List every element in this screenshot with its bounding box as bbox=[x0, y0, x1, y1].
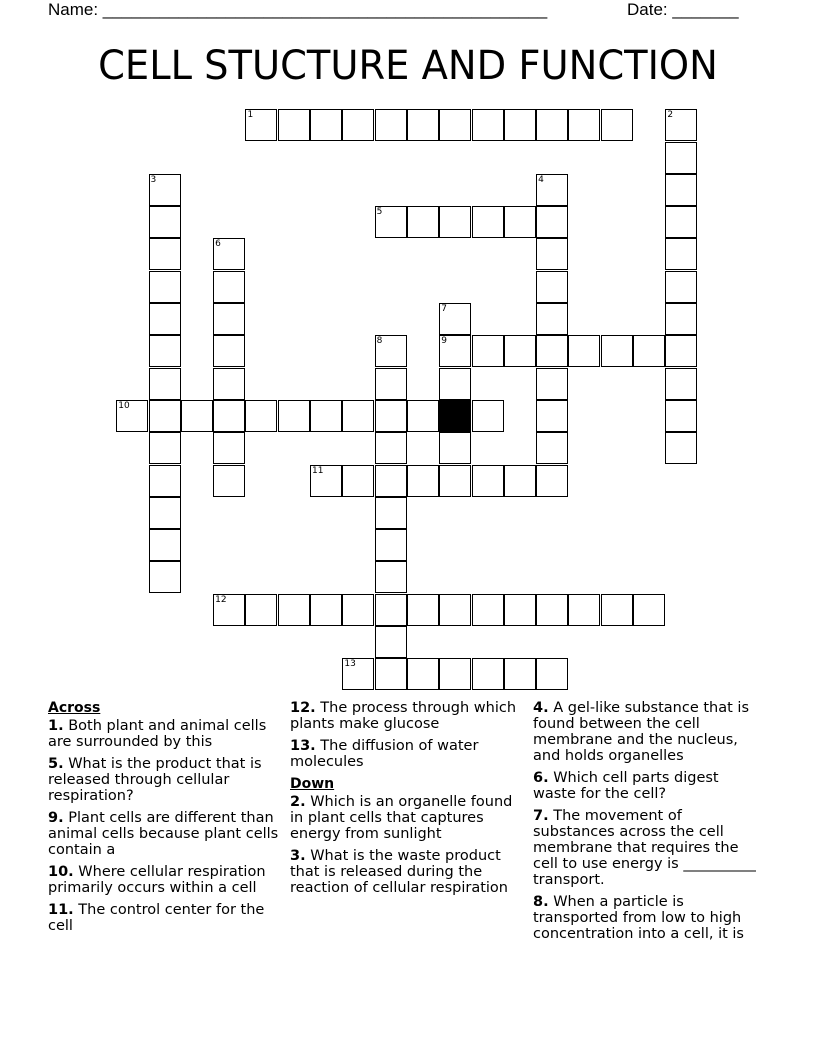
grid-cell[interactable] bbox=[472, 335, 504, 367]
clue-column-3 bbox=[533, 700, 765, 948]
grid-cell[interactable] bbox=[278, 109, 310, 141]
grid-cell[interactable] bbox=[342, 465, 374, 497]
grid-cell[interactable] bbox=[472, 206, 504, 238]
clue-number: 8 bbox=[376, 336, 383, 347]
grid-cell[interactable] bbox=[375, 206, 407, 238]
clue-number: 10 bbox=[118, 400, 130, 411]
grid-cell[interactable] bbox=[407, 594, 439, 626]
grid-cell[interactable] bbox=[149, 529, 181, 561]
grid-cell[interactable] bbox=[310, 465, 342, 497]
clue-down-3: 3. What is the waste product that is released during the reaction of cellular respiration bbox=[290, 848, 508, 896]
grid-cell[interactable] bbox=[665, 206, 697, 238]
grid-cell[interactable] bbox=[310, 400, 342, 432]
grid-cell[interactable] bbox=[439, 206, 471, 238]
grid-cell[interactable] bbox=[149, 271, 181, 303]
grid-cell[interactable] bbox=[439, 594, 471, 626]
grid-cell[interactable] bbox=[407, 206, 439, 238]
clue-down-6: 6. Which cell parts digest waste for the cell? bbox=[533, 770, 719, 802]
page-title: CELL STUCTURE AND FUNCTION bbox=[98, 43, 718, 89]
grid-cell[interactable] bbox=[665, 303, 697, 335]
grid-cell[interactable] bbox=[245, 109, 277, 141]
grid-cell[interactable] bbox=[407, 109, 439, 141]
grid-cell[interactable] bbox=[504, 335, 536, 367]
down-heading: Down bbox=[290, 776, 335, 792]
clue-across-10: 10. Where cellular respiration primarily occurs within a cell bbox=[48, 864, 266, 896]
clue-number: 9 bbox=[441, 336, 447, 347]
grid-cell[interactable] bbox=[536, 206, 568, 238]
grid-cell[interactable] bbox=[342, 594, 374, 626]
grid-cell[interactable] bbox=[213, 465, 245, 497]
grid-cell[interactable] bbox=[439, 109, 471, 141]
grid-cell[interactable] bbox=[536, 174, 568, 206]
grid-cell[interactable] bbox=[149, 432, 181, 464]
grid-cell[interactable] bbox=[407, 400, 439, 432]
grid-cell[interactable] bbox=[665, 174, 697, 206]
grid-cell[interactable] bbox=[568, 594, 600, 626]
grid-cell[interactable] bbox=[504, 594, 536, 626]
grid-cell[interactable] bbox=[536, 432, 568, 464]
grid-cell[interactable] bbox=[213, 368, 245, 400]
grid-cell[interactable] bbox=[439, 658, 471, 690]
clue-across-5: 5. What is the product that is released through cellular respiration? bbox=[48, 756, 262, 804]
grid-cell[interactable] bbox=[665, 400, 697, 432]
grid-cell[interactable] bbox=[149, 174, 181, 206]
clue-number: 12 bbox=[215, 594, 227, 605]
grid-cell[interactable] bbox=[472, 594, 504, 626]
grid-cell[interactable] bbox=[439, 303, 471, 335]
grid-cell[interactable] bbox=[472, 109, 504, 141]
grid-cell[interactable] bbox=[536, 658, 568, 690]
grid-cell[interactable] bbox=[149, 238, 181, 270]
grid-cell[interactable] bbox=[568, 109, 600, 141]
black-cell bbox=[439, 400, 471, 432]
grid-cell[interactable] bbox=[536, 368, 568, 400]
grid-cell[interactable] bbox=[375, 368, 407, 400]
grid-cell[interactable] bbox=[665, 271, 697, 303]
grid-cell[interactable] bbox=[633, 594, 665, 626]
grid-cell[interactable] bbox=[375, 658, 407, 690]
clue-number: 5 bbox=[376, 207, 383, 218]
grid-cell[interactable] bbox=[472, 465, 504, 497]
grid-cell[interactable] bbox=[665, 432, 697, 464]
clue-number: 6 bbox=[215, 239, 221, 250]
clue-number: 7 bbox=[441, 304, 447, 315]
grid-cell[interactable] bbox=[375, 626, 407, 658]
grid-cell[interactable] bbox=[472, 400, 504, 432]
clue-number: 2 bbox=[667, 110, 674, 121]
grid-cell[interactable] bbox=[278, 400, 310, 432]
clue-across-11: 11. The control center for the cell bbox=[48, 902, 265, 934]
grid-cell[interactable] bbox=[536, 271, 568, 303]
grid-cell[interactable] bbox=[536, 335, 568, 367]
grid-cell[interactable] bbox=[375, 432, 407, 464]
grid-cell[interactable] bbox=[665, 368, 697, 400]
grid-cell[interactable] bbox=[213, 400, 245, 432]
grid-cell[interactable] bbox=[601, 335, 633, 367]
clue-down-4: 4. A gel-like substance that is found between the cell membrane and the nucleus, and holds organelles bbox=[533, 700, 750, 764]
name-field[interactable]: Name: _______________________________________________ bbox=[48, 0, 548, 19]
grid-cell[interactable] bbox=[504, 109, 536, 141]
grid-cell[interactable] bbox=[375, 465, 407, 497]
clue-down-2: 2. Which is an organelle found in plant cells that captures energy from sunlight bbox=[290, 794, 513, 842]
clue-across-13: 13. The diffusion of water molecules bbox=[290, 738, 479, 770]
grid-cell[interactable] bbox=[536, 109, 568, 141]
clue-number: 3 bbox=[150, 174, 157, 185]
clue-number: 13 bbox=[344, 659, 356, 670]
grid-cell[interactable] bbox=[310, 594, 342, 626]
clue-down-7: 7. The movement of substances across the cell membrane that requires the cell to use energy is __________ transport. bbox=[533, 808, 756, 888]
grid-cell[interactable] bbox=[116, 400, 148, 432]
clue-number: 1 bbox=[247, 110, 254, 121]
across-heading: Across bbox=[48, 700, 101, 716]
grid-cell[interactable] bbox=[407, 465, 439, 497]
grid-cell[interactable] bbox=[149, 335, 181, 367]
clue-number: 11 bbox=[312, 465, 324, 476]
grid-cell[interactable] bbox=[181, 400, 213, 432]
grid-cell[interactable] bbox=[149, 206, 181, 238]
grid-cell[interactable] bbox=[213, 271, 245, 303]
grid-cell[interactable] bbox=[665, 142, 697, 174]
grid-cell[interactable] bbox=[536, 465, 568, 497]
grid-cell[interactable] bbox=[149, 561, 181, 593]
grid-cell[interactable] bbox=[472, 658, 504, 690]
grid-cell[interactable] bbox=[601, 594, 633, 626]
grid-cell[interactable] bbox=[342, 109, 374, 141]
grid-cell[interactable] bbox=[536, 303, 568, 335]
grid-cell[interactable] bbox=[342, 400, 374, 432]
grid-cell[interactable] bbox=[439, 335, 471, 367]
grid-cell[interactable] bbox=[375, 529, 407, 561]
clue-across-1: 1. Both plant and animal cells are surrounded by this bbox=[48, 718, 267, 750]
grid-cell[interactable] bbox=[149, 303, 181, 335]
grid-cell[interactable] bbox=[375, 497, 407, 529]
grid-cell[interactable] bbox=[536, 238, 568, 270]
grid-cell[interactable] bbox=[213, 432, 245, 464]
grid-cell[interactable] bbox=[213, 238, 245, 270]
grid-cell[interactable] bbox=[568, 335, 600, 367]
clue-down-8: 8. When a particle is transported from low to high concentration into a cell, it is bbox=[533, 894, 744, 942]
grid-cell[interactable] bbox=[213, 335, 245, 367]
grid-cell[interactable] bbox=[213, 303, 245, 335]
grid-cell[interactable] bbox=[278, 594, 310, 626]
grid-cell[interactable] bbox=[439, 368, 471, 400]
grid-cell[interactable] bbox=[504, 465, 536, 497]
grid-cell[interactable] bbox=[665, 109, 697, 141]
grid-cell[interactable] bbox=[310, 109, 342, 141]
grid-cell[interactable] bbox=[149, 368, 181, 400]
clue-number: 4 bbox=[538, 174, 544, 185]
grid-cell[interactable] bbox=[504, 658, 536, 690]
grid-cell[interactable] bbox=[375, 109, 407, 141]
grid-cell[interactable] bbox=[245, 594, 277, 626]
clue-across-12: 12. The process through which plants make glucose bbox=[290, 700, 517, 732]
grid-cell[interactable] bbox=[536, 594, 568, 626]
grid-cell[interactable] bbox=[633, 335, 665, 367]
grid-cell[interactable] bbox=[149, 497, 181, 529]
clue-across-9: 9. Plant cells are different than animal cells because plant cells contain a bbox=[48, 810, 279, 858]
date-field[interactable]: Date: _______ bbox=[627, 0, 739, 19]
grid-cell[interactable] bbox=[439, 465, 471, 497]
grid-cell[interactable] bbox=[342, 658, 374, 690]
grid-cell[interactable] bbox=[536, 400, 568, 432]
clue-column-1 bbox=[48, 700, 288, 940]
grid-cell[interactable] bbox=[149, 400, 181, 432]
grid-cell[interactable] bbox=[375, 594, 407, 626]
grid-cell[interactable] bbox=[149, 465, 181, 497]
clue-column-2 bbox=[290, 700, 526, 902]
grid-cell[interactable] bbox=[665, 335, 697, 367]
grid-cell[interactable] bbox=[375, 561, 407, 593]
grid-cell[interactable] bbox=[601, 109, 633, 141]
grid-cell[interactable] bbox=[375, 400, 407, 432]
grid-cell[interactable] bbox=[213, 594, 245, 626]
grid-cell[interactable] bbox=[665, 238, 697, 270]
grid-cell[interactable] bbox=[375, 335, 407, 367]
grid-cell[interactable] bbox=[245, 400, 277, 432]
grid-cell[interactable] bbox=[439, 432, 471, 464]
grid-cell[interactable] bbox=[504, 206, 536, 238]
grid-cell[interactable] bbox=[407, 658, 439, 690]
